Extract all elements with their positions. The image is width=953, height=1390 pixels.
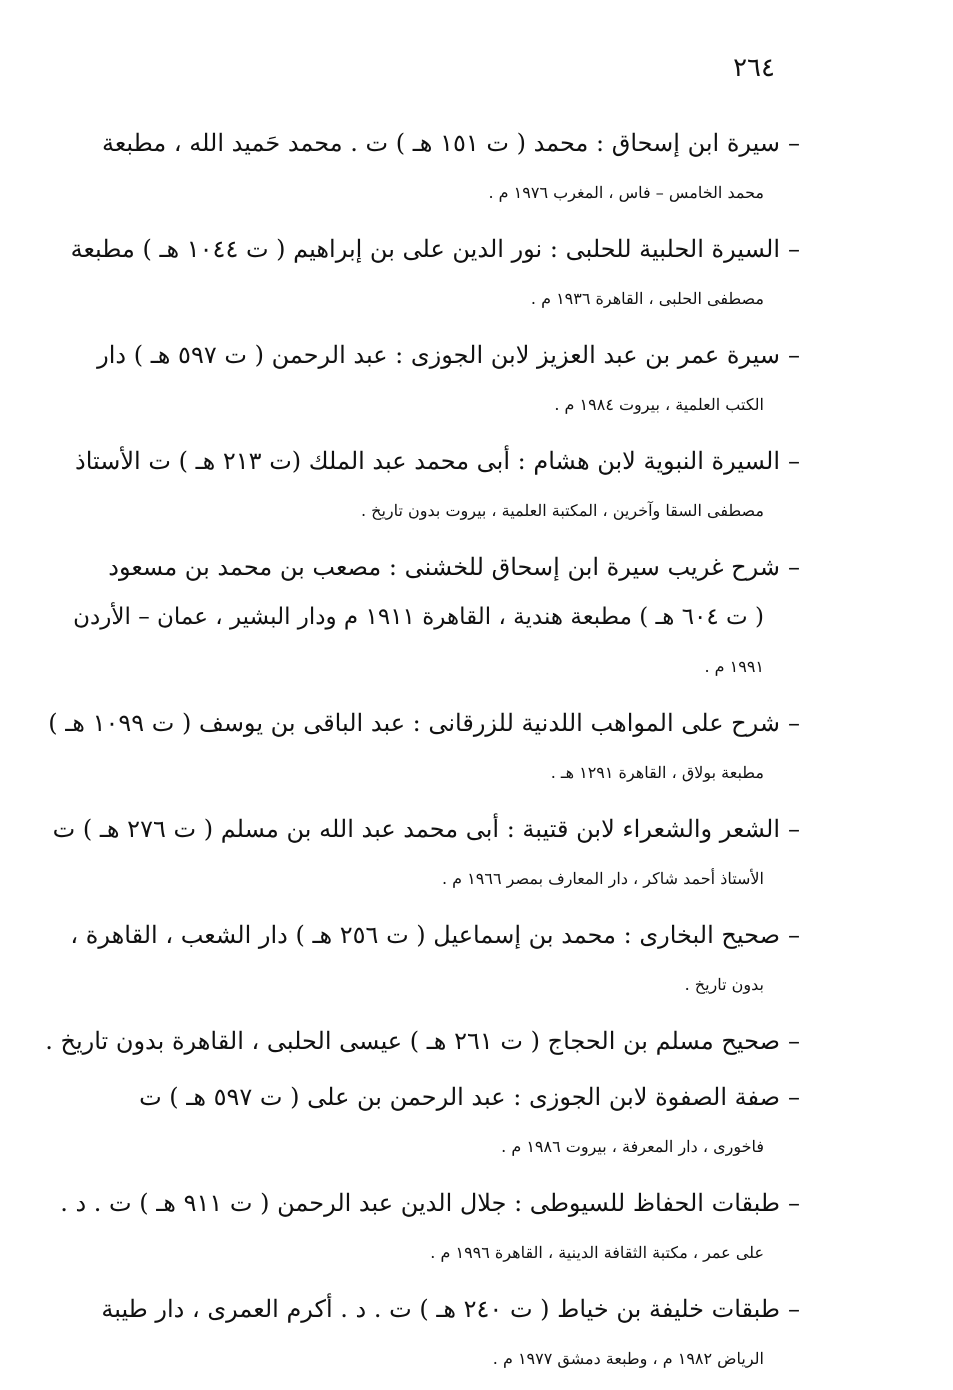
entry-text (45, 1016, 780, 1066)
entry-line: الشعر والشعراء لابن قتيبة : أبى محمد عبد الله بن مسلم ( ت ٢٧٦ هـ ) ت (52, 815, 780, 843)
entry-line: طبقات الحفاظ للسيوطى : جلال الدين عبد الرحمن ( ت ٩١١ هـ ) ت . د . (60, 1189, 780, 1217)
entry-text (73, 542, 780, 692)
entry-line: محمد الخامس – فاس ، المغرب ١٩٧٦ م . (488, 183, 764, 202)
entry-text (48, 698, 780, 798)
entry-dash: – (788, 1027, 800, 1055)
entry-text (88, 330, 780, 430)
entry-dash: – (788, 1083, 800, 1111)
entry-line: شرح غريب سيرة ابن إسحاق للخشنى : مصعب بن محمد بن مسعود (108, 553, 780, 581)
bibliography-entry (75, 436, 808, 536)
bibliography-entry (48, 698, 808, 798)
entry-line: فاخورى ، دار المعرفة ، بيروت ١٩٨٦ م . (501, 1137, 764, 1156)
entry-line: الرياض ١٩٨٢ م ، وطبعة دمشق ١٩٧٧ م . (492, 1349, 764, 1368)
entry-line: طبقات خليفة بن خياط ( ت ٢٤٠ هـ ) ت . د . أكرم العمرى ، دار طيبة (101, 1295, 780, 1323)
entry-dash: – (788, 1189, 800, 1217)
entry-line: الأستاذ أحمد شاكر ، دار المعارف بمصر ١٩٦٦ م . (441, 869, 764, 888)
entry-dash: – (788, 1295, 800, 1323)
entry-text (88, 1284, 780, 1384)
entry-text (53, 804, 780, 904)
bibliography-entry (70, 224, 808, 324)
entry-dash: – (788, 235, 800, 263)
entry-dash: – (788, 553, 800, 581)
entry-text (75, 436, 780, 536)
entry-line: سيرة ابن إسحاق : محمد ( ت ١٥١ هـ ) ت . محمد حَميد الله ، مطبعة (101, 129, 780, 157)
entry-text (70, 910, 780, 1010)
bibliography-entry (52, 804, 808, 904)
bibliography-entry (70, 910, 808, 1010)
entry-text (60, 1178, 780, 1278)
entry-line: السيرة الحلبية للحلبى : نور الدين على بن إبراهيم ( ت ١٠٤٤ هـ ) مطبعة (70, 235, 780, 263)
entry-text (88, 1072, 780, 1172)
bibliography-entry (73, 542, 808, 692)
entry-line: على عمر ، مكتبة الثقافة الدينية ، القاهرة ١٩٩٦ م . (430, 1243, 764, 1262)
page-number: ٢٦٤ (733, 53, 775, 83)
bibliography-entry (88, 1284, 808, 1384)
entry-text (71, 224, 780, 324)
entry-line: مصطفى الحلبى ، القاهرة ١٩٣٦ م . (530, 289, 764, 308)
entry-line: صحيح البخارى : محمد بن إسماعيل ( ت ٢٥٦ هـ ) دار الشعب ، القاهرة ، (70, 921, 780, 949)
entry-dash: – (788, 341, 800, 369)
entry-line: شرح على المواهب اللدنية للزرقانى : عبد الباقى بن يوسف ( ت ١٠٩٩ هـ ) (48, 709, 780, 737)
bibliography-entry (60, 1178, 808, 1278)
entry-line: ( ت ٦٠٤ هـ ) مطبعة هندية ، القاهرة ١٩١١ م ودار البشير ، عمان – الأردن (73, 604, 764, 630)
bibliography-list (45, 118, 808, 1390)
bibliography-entry (88, 1072, 808, 1172)
entry-dash: – (788, 447, 800, 475)
entry-dash: – (788, 815, 800, 843)
entry-dash: – (788, 129, 800, 157)
bibliography-entry (45, 1016, 808, 1066)
entry-line: بدون تاريخ . (684, 975, 764, 994)
entry-line: صفة الصفوة لابن الجوزى : عبد الرحمن بن على ( ت ٥٩٧ هـ ) ت (139, 1083, 780, 1111)
entry-dash: – (788, 921, 800, 949)
bibliography-entry (88, 330, 808, 430)
entry-line: صحيح مسلم بن الحجاج ( ت ٢٦١ هـ ) عيسى الحلبى ، القاهرة بدون تاريخ . (45, 1027, 780, 1055)
entry-text (88, 118, 780, 218)
entry-line: مطبعة بولاق ، القاهرة ١٢٩١ هـ . (550, 763, 764, 782)
entry-line: ١٩٩١ م . (704, 657, 764, 676)
bibliography-entry (88, 118, 808, 218)
entry-line: السيرة النبوية لابن هشام : أبى محمد عبد الملك (ت ٢١٣ هـ ) ت الأستاذ (75, 447, 780, 475)
entry-line: الكتب العلمية ، بيروت ١٩٨٤ م . (554, 395, 764, 414)
entry-line: سيرة عمر بن عبد العزيز لابن الجوزى : عبد الرحمن ( ت ٥٩٧ هـ ) دار (97, 341, 780, 369)
entry-dash: – (788, 709, 800, 737)
entry-line: مصطفى السقا وآخرين ، المكتبة العلمية ، بيروت بدون تاريخ . (360, 501, 764, 520)
